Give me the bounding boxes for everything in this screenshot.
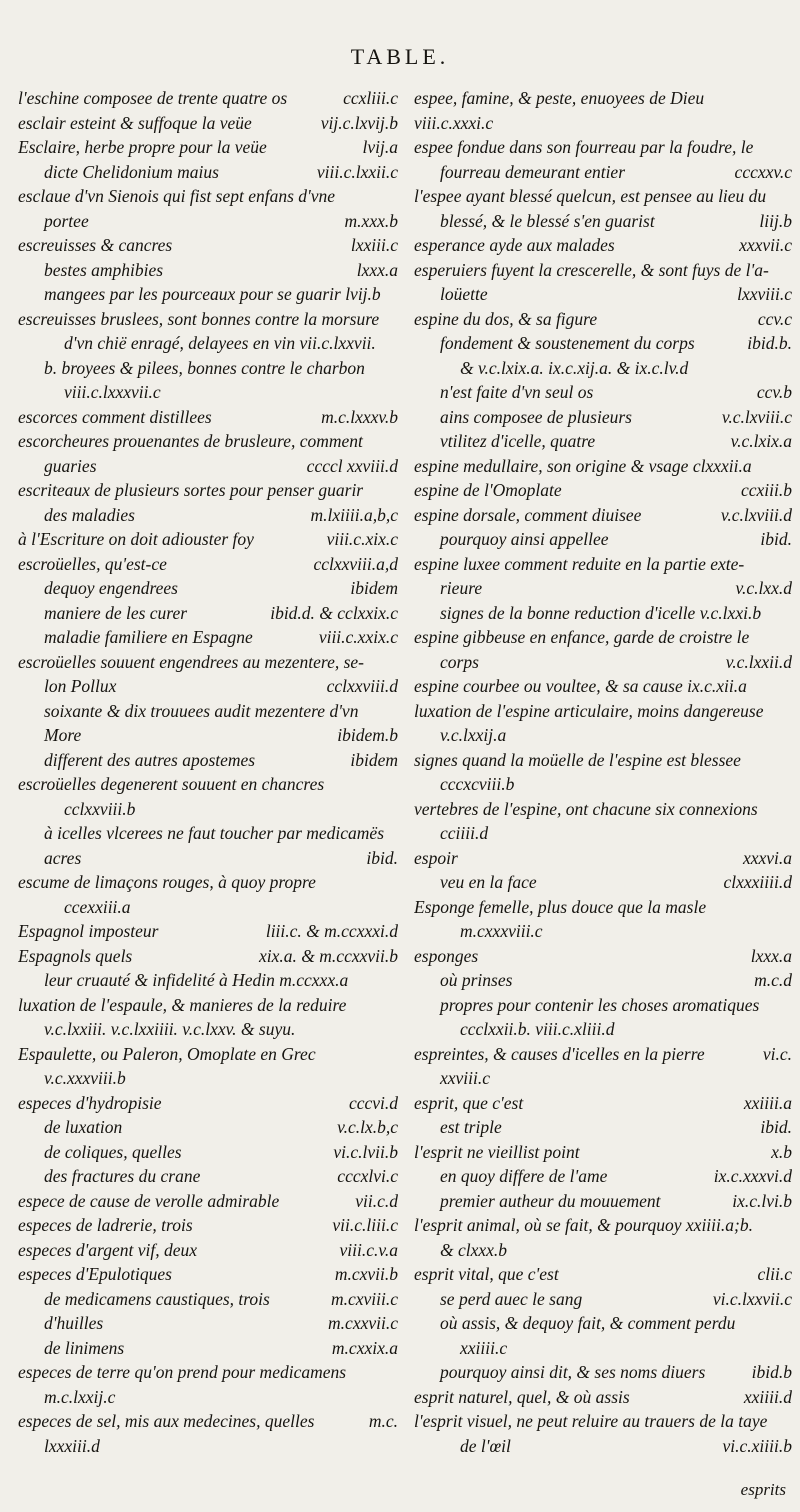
entry-reference: v.c.lxviii.d <box>720 504 792 525</box>
index-entry <box>18 184 398 209</box>
entry-text: maladie familiere en Espagne <box>44 627 253 647</box>
index-entry <box>414 233 792 258</box>
entry-reference: vi.c. <box>762 1043 792 1064</box>
index-entry <box>18 282 398 307</box>
index-entry <box>414 160 792 185</box>
index-entry <box>414 527 792 552</box>
entry-reference: lxxx.a <box>750 945 792 966</box>
entry-reference: m.c.d <box>754 970 792 990</box>
entry-text: de medicamens caustiques, trois <box>44 1288 270 1309</box>
index-entry <box>18 699 398 724</box>
entry-reference: viii.c.lxxii.c <box>316 161 398 182</box>
entry-text: espoir <box>414 847 458 868</box>
index-entry <box>414 1164 792 1189</box>
entry-text: ccclxxii.b. viii.c.xliii.d <box>460 1019 615 1039</box>
index-entry <box>18 625 398 650</box>
index-entry <box>18 1042 398 1067</box>
entry-text: Espagnols quels <box>18 945 133 966</box>
entry-text: Espaulette, ou Paleron, Omoplate en Grec <box>18 1043 316 1064</box>
index-entry <box>18 1189 398 1214</box>
index-entry <box>18 576 398 601</box>
entry-reference: vi.c.lvii.b <box>333 1141 398 1162</box>
entry-reference: xxxvii.c <box>739 235 792 255</box>
entry-reference: liii.c. & m.ccxxxi.d <box>265 921 398 941</box>
entry-reference: ccxiii.b <box>740 480 792 500</box>
index-entry <box>414 1409 792 1434</box>
index-entry <box>18 1262 398 1287</box>
entry-text: l'eschine composee de trente quatre os <box>18 88 288 108</box>
index-entry <box>18 1238 398 1263</box>
entry-text: propres pour contenir les choses aromatiques <box>440 994 760 1015</box>
index-entry <box>18 919 398 944</box>
index-entry <box>414 184 792 209</box>
entry-reference: x.b <box>771 1141 792 1162</box>
entry-text: ains composee de plusieurs <box>440 406 632 427</box>
entry-reference: ix.c.lvi.b <box>732 1190 792 1211</box>
entry-text: dicte Chelidonium maius <box>44 161 219 182</box>
entry-text: fondement & soustenement du corps <box>440 333 695 353</box>
index-entry <box>18 944 398 969</box>
entry-text: especes d'argent vif, deux <box>18 1239 197 1260</box>
index-entry <box>414 209 792 234</box>
index-entry <box>18 846 398 871</box>
index-entry <box>414 356 792 381</box>
entry-reference: m.lxiiii.a,b,c <box>310 504 398 525</box>
entry-reference: ccv.b <box>756 382 792 402</box>
index-entry <box>18 233 398 258</box>
entry-text: cccxcviii.b <box>440 774 515 794</box>
index-entry <box>18 380 398 405</box>
entry-text: esprit naturel, quel, & où assis <box>414 1386 630 1407</box>
entry-text: Esponge femelle, plus douce que la masle <box>414 896 707 917</box>
entry-reference: xxiiii.d <box>743 1386 792 1407</box>
entry-text: des maladies <box>44 504 135 525</box>
catchword: esprits <box>740 1480 786 1499</box>
entry-text: luxation de l'espaule, & manieres de la reduire <box>18 994 347 1015</box>
entry-text: escorces comment distillees <box>18 406 212 427</box>
index-entry <box>18 1115 398 1140</box>
entry-text: l'esprit visuel, ne peut reluire au trauers de la taye <box>414 1411 768 1431</box>
index-entry <box>18 1066 398 1091</box>
entry-text: bestes amphibies <box>44 259 164 280</box>
entry-reference: m.cxxvii.c <box>328 1313 398 1333</box>
index-entry <box>18 968 398 993</box>
index-entry <box>18 1360 398 1385</box>
entry-text: & v.c.lxix.a. ix.c.xij.a. & ix.c.lv.d <box>460 357 689 378</box>
entry-reference: ibid.b <box>751 1362 792 1382</box>
entry-text: escume de limaçons rouges, à quoy propre <box>18 872 316 892</box>
entry-text: especes de ladrerie, trois <box>18 1215 193 1235</box>
index-entry <box>414 478 792 503</box>
index-entry <box>18 1091 398 1116</box>
entry-text: escroüelles degenerent souuent en chancres <box>18 774 325 794</box>
index-entry <box>18 1213 398 1238</box>
entry-text: l'esprit ne vieillist point <box>414 1141 580 1162</box>
page-header: TABLE. <box>350 44 450 69</box>
index-entry <box>414 968 792 993</box>
entry-text: des fractures du crane <box>44 1166 201 1186</box>
entry-reference: m.cxvii.b <box>334 1264 398 1284</box>
index-entry <box>414 135 792 160</box>
index-entry <box>18 821 398 846</box>
entry-reference: vii.c.liii.c <box>332 1215 398 1235</box>
entry-text: cclxxviii.b <box>64 798 136 819</box>
index-entry <box>18 895 398 920</box>
index-entry <box>414 503 792 528</box>
entry-text: est triple <box>440 1117 502 1137</box>
entry-text: d'huilles <box>44 1313 104 1333</box>
entry-reference: ccxliii.c <box>343 88 398 108</box>
index-entry <box>414 86 792 111</box>
index-entry <box>18 258 398 283</box>
entry-reference: viii.c.xxix.c <box>318 627 398 647</box>
index-entry <box>414 454 792 479</box>
entry-text: signes quand la moüelle de l'espine est blessee <box>414 749 741 770</box>
right-column <box>414 86 792 1458</box>
index-entry <box>18 1017 398 1042</box>
entry-reference: ccv.c <box>757 308 792 329</box>
index-entry <box>18 723 398 748</box>
entry-text: maniere de les curer <box>44 602 188 623</box>
index-entry <box>414 944 792 969</box>
index-entry <box>414 1140 792 1165</box>
index-entry <box>18 1385 398 1410</box>
entry-text: de linimens <box>44 1337 125 1358</box>
entry-reference: xxxvi.a <box>742 847 792 868</box>
entry-text: m.c.lxxij.c <box>44 1386 116 1407</box>
entry-text: luxation de l'espine articulaire, moins dangereuse <box>414 700 764 721</box>
entry-reference: ibid. <box>760 529 792 549</box>
entry-reference: ibidem <box>350 578 398 598</box>
index-entry <box>18 307 398 332</box>
index-entry <box>18 454 398 479</box>
entry-text: esclaue d'vn Sienois qui fist sept enfans d'vne <box>18 186 336 206</box>
entry-reference: lvij.a <box>362 137 398 157</box>
index-entry <box>18 748 398 773</box>
entry-text: escorcheures prouenantes de brusleure, comment <box>18 431 363 451</box>
entry-text: ccexxiii.a <box>64 896 131 917</box>
entry-text: escreuisses & cancres <box>18 235 173 255</box>
entry-text: xxviii.c <box>440 1068 491 1088</box>
entry-text: de coliques, quelles <box>44 1141 182 1162</box>
index-entry <box>18 1336 398 1361</box>
entry-text: n'est faite d'vn seul os <box>440 382 594 402</box>
entry-text: esprit vital, que c'est <box>414 1264 559 1284</box>
entry-reference: v.c.lx.b,c <box>337 1117 398 1137</box>
entry-text: cciiii.d <box>440 823 489 843</box>
entry-reference: vii.c.d <box>355 1190 398 1211</box>
entry-text: More <box>44 725 82 745</box>
index-entry <box>18 650 398 675</box>
entry-text: se perd auec le sang <box>440 1288 583 1309</box>
index-entry <box>414 723 792 748</box>
entry-reference: v.c.lxviii.c <box>721 406 792 427</box>
left-column <box>18 86 398 1458</box>
entry-reference: ibid.b. <box>747 333 792 353</box>
index-entry <box>414 1091 792 1116</box>
entry-text: espine du dos, & sa figure <box>414 308 598 329</box>
index-entry <box>414 1213 792 1238</box>
entry-text: lxxxiii.d <box>44 1435 100 1456</box>
entry-text: espine de l'Omoplate <box>414 480 562 500</box>
entry-text: guaries <box>44 455 97 476</box>
entry-text: espine dorsale, comment diuisee <box>414 504 642 525</box>
index-entry <box>414 993 792 1018</box>
entry-text: escroüelles, qu'est-ce <box>18 553 167 574</box>
entry-text: rieure <box>440 578 483 598</box>
index-entry <box>18 601 398 626</box>
index-entry <box>18 111 398 136</box>
entry-reference: m.cxviii.c <box>330 1288 398 1309</box>
index-entry <box>414 331 792 356</box>
entry-reference: clxxxiiii.d <box>723 872 792 892</box>
entry-reference: ibid.d. & cclxxix.c <box>270 602 398 623</box>
entry-text: à l'Escriture on doit adiouster foy <box>18 529 254 549</box>
entry-reference: vij.c.lxvij.b <box>320 112 398 133</box>
entry-reference: lxxviii.c <box>737 284 792 304</box>
entry-text: l'esprit animal, où se fait, & pourquoy xxiiii.a;b. <box>414 1215 753 1235</box>
entry-reference: xxiiii.a <box>743 1092 792 1113</box>
index-entry <box>414 1189 792 1214</box>
entry-text: portee <box>44 210 89 231</box>
entry-reference: ibidem.b <box>337 725 398 745</box>
entry-text: acres <box>44 847 82 868</box>
entry-reference: m.cxxix.a <box>331 1337 398 1358</box>
index-entry <box>414 846 792 871</box>
index-entry <box>18 674 398 699</box>
entry-text: escriteaux de plusieurs sortes pour penser guarir <box>18 480 364 500</box>
entry-reference: cclxxviii.d <box>326 676 398 696</box>
index-entry <box>18 356 398 381</box>
entry-text: mangees par les pourceaux pour se guarir lvij.b <box>44 284 381 304</box>
index-entry <box>18 478 398 503</box>
index-entry <box>414 601 792 626</box>
entry-text: especes d'hydropisie <box>18 1092 162 1113</box>
entry-text: premier autheur du mouuement <box>440 1190 661 1211</box>
index-entry <box>414 1287 792 1312</box>
entry-text: l'espee ayant blessé quelcun, est pensee au lieu du <box>414 186 767 206</box>
entry-text: corps <box>440 651 479 672</box>
entry-text: v.c.lxxiii. v.c.lxxiiii. v.c.lxxv. & suyu. <box>44 1019 296 1039</box>
entry-reference: ix.c.xxxvi.d <box>713 1166 792 1186</box>
index-entry <box>18 503 398 528</box>
index-entry <box>414 1385 792 1410</box>
entry-text: esperuiers fuyent la crescerelle, & sont fuys de l'a- <box>414 259 769 280</box>
entry-text: signes de la bonne reduction d'icelle v.c.lxxi.b <box>440 602 762 623</box>
index-entry <box>414 405 792 430</box>
entry-text: v.c.xxxviii.b <box>44 1068 126 1088</box>
entry-text: viii.c.lxxxvii.c <box>64 382 161 402</box>
entry-text: viii.c.xxxi.c <box>414 112 494 133</box>
entry-text: especes de terre qu'on prend pour medicamens <box>18 1362 347 1382</box>
index-entry <box>414 1311 792 1336</box>
index-entry <box>18 160 398 185</box>
entry-reference: viii.c.v.a <box>339 1239 398 1260</box>
entry-reference: v.c.lxxii.d <box>725 651 792 672</box>
entry-text: b. broyees & pilees, bonnes contre le charbon <box>44 357 365 378</box>
index-entry <box>414 772 792 797</box>
index-entry <box>18 1140 398 1165</box>
index-entry <box>414 674 792 699</box>
index-entry <box>414 1066 792 1091</box>
entry-reference: lxxiii.c <box>350 235 398 255</box>
index-entry <box>414 919 792 944</box>
entry-text: d'vn chië enragé, delayees en vin vii.c.lxxvii. <box>64 333 376 353</box>
entry-text: especes d'Epulotiques <box>18 1264 172 1284</box>
index-entry <box>18 1311 398 1336</box>
index-entry <box>18 552 398 577</box>
entry-reference: v.c.lxx.d <box>735 578 792 598</box>
entry-reference: viii.c.xix.c <box>326 529 398 549</box>
index-entry <box>18 86 398 111</box>
index-entry <box>414 748 792 773</box>
index-entry <box>414 1336 792 1361</box>
entry-text: de l'œil <box>460 1435 511 1456</box>
entry-reference: m.c. <box>368 1411 398 1431</box>
entry-reference: m.c.lxxxv.b <box>321 406 398 427</box>
entry-reference: liij.b <box>759 210 792 231</box>
entry-text: loüette <box>440 284 488 304</box>
entry-text: esperance ayde aux malades <box>414 235 615 255</box>
index-entry <box>414 870 792 895</box>
index-entry <box>18 1434 398 1459</box>
index-entry <box>18 797 398 822</box>
index-entry <box>18 993 398 1018</box>
entry-text: vertebres de l'espine, ont chacune six connexions <box>414 798 758 819</box>
entry-text: esprit, que c'est <box>414 1092 524 1113</box>
entry-reference: cccvi.d <box>348 1092 398 1113</box>
index-entry <box>414 895 792 920</box>
entry-reference: cclxxviii.a,d <box>313 553 398 574</box>
entry-text: Espagnol imposteur <box>18 921 159 941</box>
entry-text: escroüelles souuent engendrees au mezentere, se- <box>18 651 365 672</box>
index-entry <box>414 1360 792 1385</box>
entry-reference: ibidem <box>350 749 398 770</box>
entry-text: Esclaire, herbe propre pour la veüe <box>18 137 267 157</box>
entry-text: escreuisses bruslees, sont bonnes contre la morsure <box>18 308 380 329</box>
index-entry <box>414 1017 792 1042</box>
index-entry <box>18 209 398 234</box>
index-entry <box>414 625 792 650</box>
entry-text: espine gibbeuse en enfance, garde de croistre le <box>414 627 750 647</box>
index-entry <box>414 576 792 601</box>
entry-reference: ibid. <box>760 1117 792 1137</box>
entry-text: different des autres apostemes <box>44 749 256 770</box>
index-entry <box>18 1164 398 1189</box>
index-entry <box>414 258 792 283</box>
index-entry <box>414 307 792 332</box>
entry-text: espine medullaire, son origine & vsage clxxxii.a <box>414 455 752 476</box>
entry-text: esclair esteint & suffoque la veüe <box>18 112 252 133</box>
entry-text: de luxation <box>44 1117 123 1137</box>
entry-text: où assis, & dequoy fait, & comment perdu <box>440 1313 736 1333</box>
entry-text: lon Pollux <box>44 676 117 696</box>
index-entry <box>18 1409 398 1434</box>
index-entry <box>414 797 792 822</box>
entry-reference: vi.c.xiiii.b <box>722 1435 792 1456</box>
entry-reference: ibid. <box>366 847 398 868</box>
entry-text: espine courbee ou voultee, & sa cause ix.c.xii.a <box>414 676 747 696</box>
entry-text: veu en la face <box>440 872 537 892</box>
index-entry <box>18 405 398 430</box>
entry-text: espine luxee comment reduite en la partie exte- <box>414 553 745 574</box>
entry-text: espee, famine, & peste, enuoyees de Dieu <box>414 88 705 108</box>
index-entry <box>414 650 792 675</box>
entry-reference: ccccl xxviii.d <box>306 455 398 476</box>
index-entry <box>18 429 398 454</box>
entry-text: soixante & dix trouuees audit mezentere d'vn <box>44 700 359 721</box>
index-entry <box>414 282 792 307</box>
index-entry <box>18 870 398 895</box>
index-entry <box>18 772 398 797</box>
entry-text: leur cruauté & infidelité à Hedin m.ccxxx.a <box>44 970 349 990</box>
index-entry <box>414 1042 792 1067</box>
entry-text: xxiiii.c <box>460 1337 508 1358</box>
entry-text: m.cxxxviii.c <box>460 921 543 941</box>
index-entry <box>18 527 398 552</box>
index-entry <box>414 1262 792 1287</box>
index-entry <box>18 1287 398 1312</box>
index-entry <box>414 1434 792 1459</box>
entry-text: à icelles vlcerees ne faut toucher par medicamës <box>44 823 385 843</box>
index-entry <box>414 380 792 405</box>
entry-text: fourreau demeurant entier <box>440 161 626 182</box>
index-entry <box>18 135 398 160</box>
index-entry <box>414 552 792 577</box>
entry-text: & clxxx.b <box>440 1239 508 1260</box>
index-entry <box>414 1238 792 1263</box>
entry-text: pourquoy ainsi appellee <box>440 529 609 549</box>
entry-text: especes de sel, mis aux medecines, quelles <box>18 1411 315 1431</box>
entry-reference: xix.a. & m.ccxxvii.b <box>259 945 398 966</box>
entry-reference: cccxxv.c <box>734 161 792 182</box>
entry-text: v.c.lxxij.a <box>440 725 507 745</box>
entry-text: espreintes, & causes d'icelles en la pierre <box>414 1043 705 1064</box>
index-entry <box>414 1115 792 1140</box>
entry-text: esponges <box>414 945 479 966</box>
entry-text: pourquoy ainsi dit, & ses noms diuers <box>440 1362 706 1382</box>
entry-text: en quoy differe de l'ame <box>440 1166 608 1186</box>
index-entry <box>414 821 792 846</box>
entry-text: vtilitez d'icelle, quatre <box>440 431 596 451</box>
entry-reference: m.xxx.b <box>344 210 398 231</box>
index-entry <box>414 429 792 454</box>
entry-text: où prinses <box>440 970 513 990</box>
entry-text: dequoy engendrees <box>44 578 178 598</box>
index-entry <box>414 699 792 724</box>
entry-reference: cccxlvi.c <box>337 1166 398 1186</box>
index-entry <box>414 111 792 136</box>
entry-text: espee fondue dans son fourreau par la foudre, le <box>414 137 754 157</box>
entry-reference: vi.c.lxxvii.c <box>712 1288 792 1309</box>
entry-text: espece de cause de verolle admirable <box>18 1190 280 1211</box>
index-entry <box>18 331 398 356</box>
entry-reference: lxxx.a <box>356 259 398 280</box>
entry-text: blessé, & le blessé s'en guarist <box>440 210 655 231</box>
entry-reference: clii.c <box>757 1264 792 1284</box>
entry-reference: v.c.lxix.a <box>730 431 792 451</box>
